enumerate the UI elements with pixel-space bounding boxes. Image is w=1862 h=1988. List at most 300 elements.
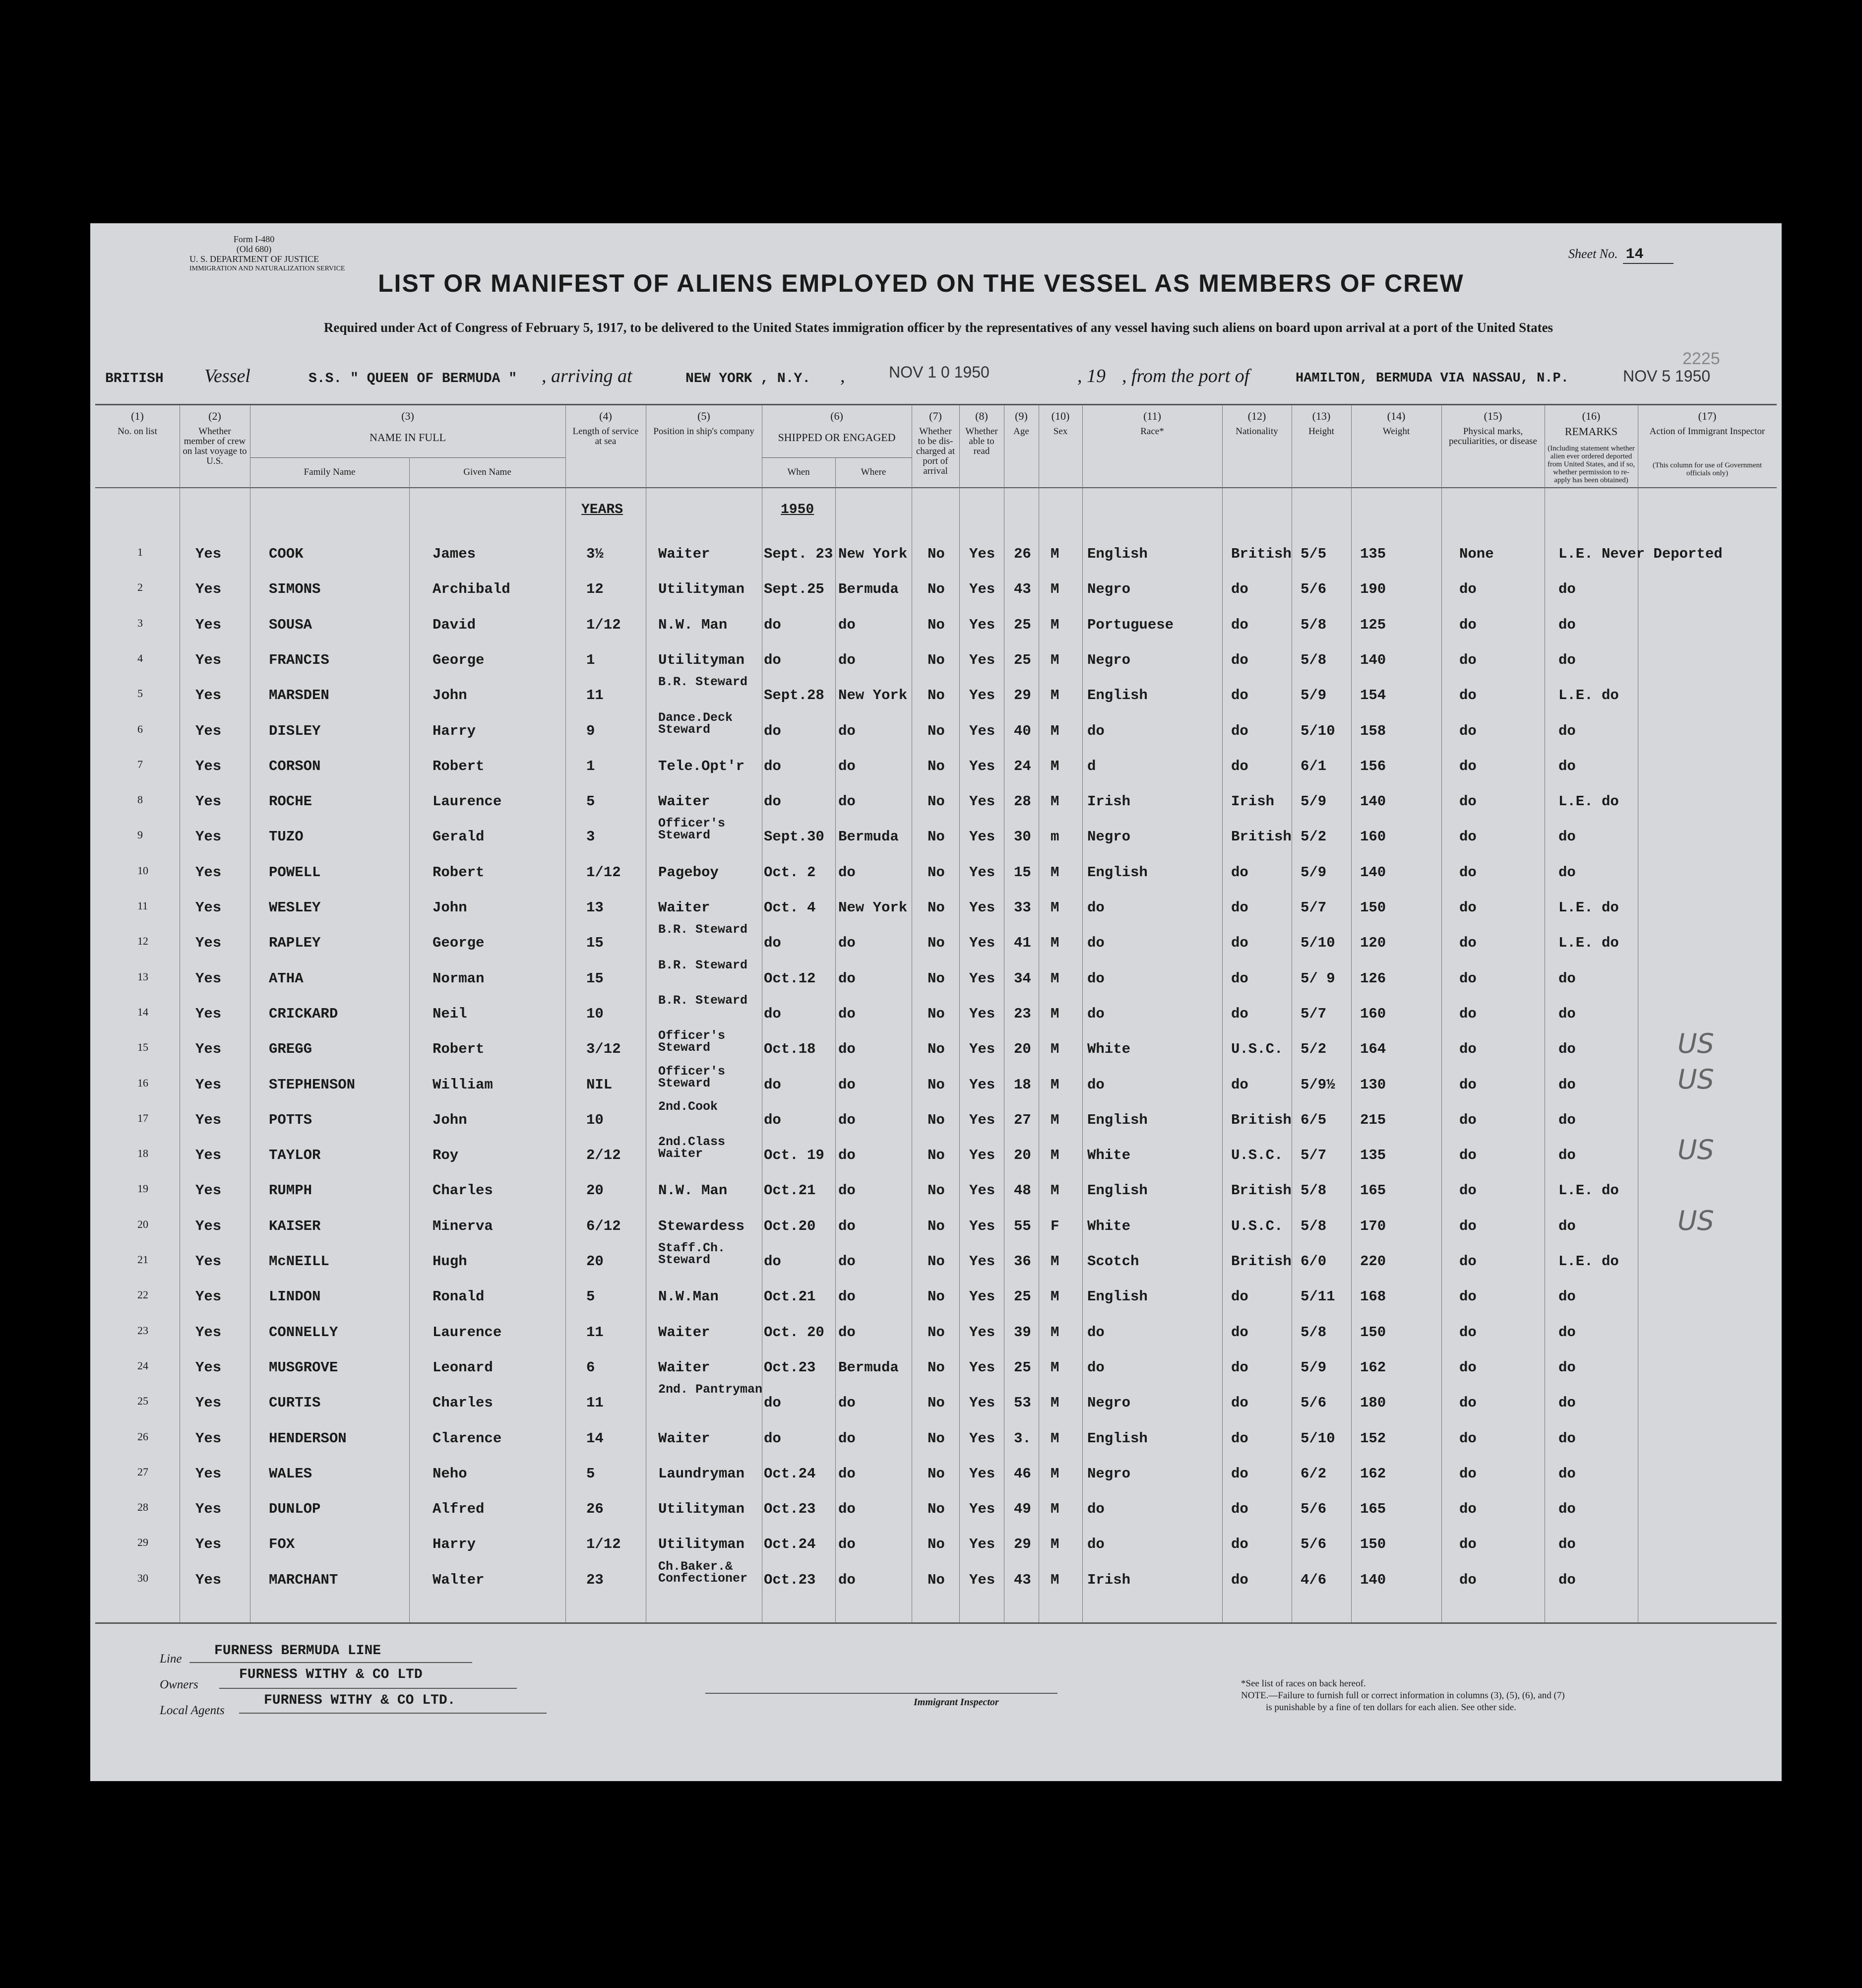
- physical-marks: do: [1459, 1111, 1477, 1128]
- given-name: John: [433, 899, 467, 916]
- length-of-service: 6: [586, 1359, 595, 1376]
- length-of-service: 15: [586, 935, 604, 952]
- weight: 150: [1360, 1324, 1386, 1341]
- discharged: No: [928, 616, 945, 633]
- race: Portuguese: [1087, 616, 1174, 633]
- crew-last-voyage: Yes: [195, 616, 222, 633]
- row-number: 15: [137, 1041, 148, 1054]
- column-header: SHIPPED OR ENGAGED: [778, 431, 896, 444]
- crew-last-voyage: Yes: [195, 864, 222, 881]
- height: 5/8: [1301, 1218, 1327, 1234]
- weight: 160: [1360, 1005, 1386, 1022]
- length-of-service: 26: [586, 1501, 604, 1518]
- shipped-when: Oct.21: [764, 1182, 816, 1199]
- nationality: do: [1231, 581, 1248, 598]
- height: 5/8: [1301, 651, 1327, 668]
- family-name: ATHA: [269, 970, 304, 987]
- position: Pageboy: [658, 864, 719, 881]
- length-of-service: 23: [586, 1571, 604, 1588]
- position: Officer's Steward: [658, 1064, 726, 1090]
- shipped-where: do: [838, 1571, 856, 1588]
- shipped-when: Oct.23: [764, 1501, 816, 1518]
- weight: 165: [1360, 1501, 1386, 1518]
- given-name: Alfred: [433, 1501, 485, 1518]
- nationality: do: [1231, 864, 1248, 881]
- shipped-when: Oct. 19: [764, 1147, 824, 1164]
- column-header: Sex: [1053, 426, 1068, 437]
- shipped-where: do: [838, 1041, 856, 1058]
- given-name: Charles: [433, 1182, 493, 1199]
- inspector-action: US: [1677, 1028, 1714, 1060]
- remarks: do: [1558, 1288, 1576, 1305]
- crew-last-voyage: Yes: [195, 722, 222, 739]
- shipped-when: Sept.25: [764, 581, 824, 598]
- weight: 140: [1360, 1571, 1386, 1588]
- length-of-service: 6/12: [586, 1218, 621, 1234]
- given-name: Norman: [433, 970, 485, 987]
- remarks: do: [1558, 722, 1576, 739]
- position: 2nd.Cook: [658, 1099, 718, 1114]
- sex: M: [1051, 793, 1059, 810]
- column-number: (14): [1387, 410, 1406, 422]
- physical-marks: do: [1459, 793, 1477, 810]
- position: Ch.Baker.& Confectioner: [658, 1559, 748, 1586]
- discharged: No: [928, 899, 945, 916]
- physical-marks: do: [1459, 1005, 1477, 1022]
- family-name: HENDERSON: [269, 1430, 347, 1447]
- able-to-read: Yes: [969, 1430, 995, 1447]
- race: English: [1087, 1182, 1148, 1199]
- position: Utilityman: [658, 1536, 745, 1553]
- physical-marks: do: [1459, 1465, 1477, 1482]
- position: Waiter: [658, 793, 710, 810]
- inspector-label: Immigrant Inspector: [914, 1697, 999, 1708]
- column-divider: [565, 405, 566, 1622]
- nationality: do: [1231, 722, 1248, 739]
- shipped-where: do: [838, 1005, 856, 1022]
- shipped-where: do: [838, 722, 856, 739]
- row-number: 21: [137, 1253, 148, 1266]
- weight: 190: [1360, 581, 1386, 598]
- position: Officer's Steward: [658, 816, 726, 843]
- sex: M: [1051, 722, 1059, 739]
- shipped-when: do: [764, 1395, 781, 1411]
- row-number: 16: [137, 1076, 148, 1089]
- able-to-read: Yes: [969, 899, 995, 916]
- able-to-read: Yes: [969, 651, 995, 668]
- weight: 150: [1360, 899, 1386, 916]
- crew-last-voyage: Yes: [195, 935, 222, 952]
- crew-last-voyage: Yes: [195, 1005, 222, 1022]
- crew-last-voyage: Yes: [195, 793, 222, 810]
- family-name: LINDON: [269, 1288, 321, 1305]
- discharged: No: [928, 546, 945, 562]
- sheet-number-value: 14: [1623, 246, 1674, 264]
- form-header: [189, 234, 345, 274]
- nationality: do: [1231, 1359, 1248, 1376]
- position: Staff.Ch. Steward: [658, 1241, 726, 1267]
- physical-marks: do: [1459, 1288, 1477, 1305]
- row-number: 20: [137, 1218, 148, 1230]
- height: 5/ 9: [1301, 970, 1335, 987]
- given-name: Harry: [433, 722, 476, 739]
- family-name: MARCHANT: [269, 1571, 338, 1588]
- service: IMMIGRATION AND NATURALIZATION SERVICE: [189, 265, 345, 272]
- shipped-where: do: [838, 1253, 856, 1270]
- height: 5/10: [1301, 722, 1335, 739]
- nationality: do: [1231, 970, 1248, 987]
- sex: M: [1051, 651, 1059, 668]
- weight: 165: [1360, 1182, 1386, 1199]
- able-to-read: Yes: [969, 1005, 995, 1022]
- shipped-where: do: [838, 1288, 856, 1305]
- crew-last-voyage: Yes: [195, 829, 222, 845]
- column-number: (2): [208, 410, 221, 422]
- height: 5/5: [1301, 546, 1327, 562]
- agents-underline: [239, 1713, 547, 1714]
- position: Waiter: [658, 546, 710, 562]
- from-label: , from the port of: [1122, 366, 1250, 386]
- weight: 170: [1360, 1218, 1386, 1234]
- discharged: No: [928, 1076, 945, 1093]
- line-underline: [189, 1662, 472, 1663]
- header-rule-top: [95, 404, 1777, 405]
- length-of-service: 9: [586, 722, 595, 739]
- sex: M: [1051, 1324, 1059, 1341]
- row-number: 17: [137, 1111, 148, 1124]
- remarks: do: [1558, 1041, 1576, 1058]
- departure-port: HAMILTON, BERMUDA VIA NASSAU, N.P.: [1296, 371, 1569, 386]
- able-to-read: Yes: [969, 1218, 995, 1234]
- nationality: U.S.C.: [1231, 1041, 1283, 1058]
- height: 5/7: [1301, 899, 1327, 916]
- height: 5/8: [1301, 1182, 1327, 1199]
- sheet-number: [1568, 246, 1674, 263]
- height: 5/6: [1301, 1536, 1327, 1553]
- position: Dance.Deck Steward: [658, 710, 733, 737]
- weight: 120: [1360, 935, 1386, 952]
- family-name: GREGG: [269, 1041, 312, 1058]
- shipped-where: do: [838, 864, 856, 881]
- physical-marks: do: [1459, 1395, 1477, 1411]
- remarks: do: [1558, 1076, 1576, 1093]
- physical-marks: do: [1459, 899, 1477, 916]
- sex: M: [1051, 935, 1059, 952]
- discharged: No: [928, 1041, 945, 1058]
- crew-last-voyage: Yes: [195, 1430, 222, 1447]
- able-to-read: Yes: [969, 829, 995, 845]
- age: 41: [1014, 935, 1031, 952]
- race: English: [1087, 1111, 1148, 1128]
- family-name: POWELL: [269, 864, 321, 881]
- able-to-read: Yes: [969, 1288, 995, 1305]
- crew-last-voyage: Yes: [195, 651, 222, 668]
- discharged: No: [928, 687, 945, 704]
- age: 30: [1014, 829, 1031, 845]
- column-subheader: (Including statement whether alien ever ordered deported from United States, and if so, whether permission to re-apply has been obtained): [1547, 445, 1635, 484]
- line-value: FURNESS BERMUDA LINE: [214, 1643, 381, 1659]
- crew-last-voyage: Yes: [195, 1501, 222, 1518]
- column-number: (4): [599, 410, 612, 422]
- discharged: No: [928, 1395, 945, 1411]
- length-of-service: NIL: [586, 1076, 613, 1093]
- weight: 130: [1360, 1076, 1386, 1093]
- nationality: do: [1231, 1536, 1248, 1553]
- remarks: do: [1558, 1111, 1576, 1128]
- shipped-when: do: [764, 758, 781, 774]
- sex: M: [1051, 1253, 1059, 1270]
- row-number: 1: [137, 546, 143, 558]
- department: U. S. DEPARTMENT OF JUSTICE: [189, 254, 319, 264]
- discharged: No: [928, 1288, 945, 1305]
- inspector-line: [705, 1693, 1057, 1694]
- crew-last-voyage: Yes: [195, 1359, 222, 1376]
- remarks: do: [1558, 1501, 1576, 1518]
- column-header: Position in ship's company: [653, 426, 754, 437]
- age: 29: [1014, 687, 1031, 704]
- row-number: 29: [137, 1536, 148, 1549]
- physical-marks: do: [1459, 1536, 1477, 1553]
- age: 55: [1014, 1218, 1031, 1234]
- family-name: FRANCIS: [269, 651, 329, 668]
- row-number: 7: [137, 758, 143, 770]
- column-number: (8): [975, 410, 988, 422]
- nationality: do: [1231, 1005, 1248, 1022]
- shipped-when: do: [764, 616, 781, 633]
- remarks: L.E. do: [1558, 899, 1619, 916]
- family-name: RUMPH: [269, 1182, 312, 1199]
- race: Negro: [1087, 581, 1131, 598]
- shipped-where: New York: [838, 899, 908, 916]
- remarks: do: [1558, 1465, 1576, 1482]
- column-header: REMARKS: [1564, 425, 1618, 438]
- vessel-name: S.S. " QUEEN OF BERMUDA ": [309, 371, 517, 386]
- weight: 215: [1360, 1111, 1386, 1128]
- shipped-when: do: [764, 1253, 781, 1270]
- position: N.W. Man: [658, 1182, 728, 1199]
- able-to-read: Yes: [969, 581, 995, 598]
- physical-marks: do: [1459, 722, 1477, 739]
- race: do: [1087, 1076, 1105, 1093]
- column-number: (3): [401, 410, 414, 422]
- age: 43: [1014, 581, 1031, 598]
- shipped-where: Bermuda: [838, 829, 899, 845]
- race: White: [1087, 1147, 1131, 1164]
- column-header: Whether able to read: [965, 426, 998, 456]
- height: 5/11: [1301, 1288, 1335, 1305]
- shipped-when: Oct.23: [764, 1359, 816, 1376]
- family-name: TUZO: [269, 829, 304, 845]
- height: 5/9: [1301, 793, 1327, 810]
- able-to-read: Yes: [969, 687, 995, 704]
- age: 34: [1014, 970, 1031, 987]
- discharged: No: [928, 970, 945, 987]
- column-number: (9): [1015, 410, 1028, 422]
- shipped-where: do: [838, 1182, 856, 1199]
- age: 29: [1014, 1536, 1031, 1553]
- column-number: (12): [1247, 410, 1266, 422]
- remarks: do: [1558, 1147, 1576, 1164]
- remarks: do: [1558, 1536, 1576, 1553]
- column-header: NAME IN FULL: [370, 431, 446, 444]
- weight: 140: [1360, 864, 1386, 881]
- able-to-read: Yes: [969, 758, 995, 774]
- nationality: British: [1231, 1253, 1292, 1270]
- family-name: DUNLOP: [269, 1501, 321, 1518]
- comma: ,: [840, 366, 845, 386]
- physical-marks: do: [1459, 1430, 1477, 1447]
- physical-marks: do: [1459, 1359, 1477, 1376]
- family-name: FOX: [269, 1536, 295, 1553]
- column-number: (16): [1582, 410, 1601, 422]
- nationality: do: [1231, 1465, 1248, 1482]
- length-of-service: 11: [586, 687, 604, 704]
- length-of-service: 2/12: [586, 1147, 621, 1164]
- race: d: [1087, 758, 1096, 774]
- length-of-service: 12: [586, 581, 604, 598]
- row-number: 24: [137, 1359, 148, 1372]
- race: do: [1087, 1005, 1105, 1022]
- form-old-number: (Old 680): [236, 244, 272, 254]
- row-number: 30: [137, 1571, 148, 1584]
- column-number: (17): [1698, 410, 1717, 422]
- position: B.R. Steward: [658, 922, 748, 937]
- position: Utilityman: [658, 1501, 745, 1518]
- able-to-read: Yes: [969, 616, 995, 633]
- column-number: (11): [1143, 410, 1161, 422]
- given-name: Laurence: [433, 793, 502, 810]
- physical-marks: do: [1459, 1218, 1477, 1234]
- given-name: Minerva: [433, 1218, 493, 1234]
- able-to-read: Yes: [969, 1359, 995, 1376]
- shipped-where: New York: [838, 546, 908, 562]
- position: Tele.Opt'r: [658, 758, 745, 774]
- age: 49: [1014, 1501, 1031, 1518]
- given-name: John: [433, 1111, 467, 1128]
- sex: M: [1051, 1147, 1059, 1164]
- discharged: No: [928, 722, 945, 739]
- crew-last-voyage: Yes: [195, 1536, 222, 1553]
- able-to-read: Yes: [969, 1041, 995, 1058]
- nationality: Irish: [1231, 793, 1275, 810]
- position: Officer's Steward: [658, 1028, 726, 1055]
- age: 25: [1014, 616, 1031, 633]
- family-name: McNEILL: [269, 1253, 329, 1270]
- position: B.R. Steward: [658, 675, 748, 690]
- given-name: Hugh: [433, 1253, 467, 1270]
- inspector-action: US: [1677, 1134, 1714, 1166]
- sex: M: [1051, 1288, 1059, 1305]
- race: English: [1087, 687, 1148, 704]
- discharged: No: [928, 1324, 945, 1341]
- shipped-where: do: [838, 1430, 856, 1447]
- inspector-action: US: [1677, 1205, 1714, 1236]
- height: 5/2: [1301, 1041, 1327, 1058]
- owners-value: FURNESS WITHY & CO LTD: [239, 1667, 423, 1682]
- weight: 140: [1360, 793, 1386, 810]
- discharged: No: [928, 1501, 945, 1518]
- shipped-where: Bermuda: [838, 1359, 899, 1376]
- given-name: Roy: [433, 1147, 459, 1164]
- nationality: British: [1231, 1111, 1292, 1128]
- age: 28: [1014, 793, 1031, 810]
- position: N.W. Man: [658, 616, 728, 633]
- physical-marks: do: [1459, 1501, 1477, 1518]
- nationality: British: [1231, 1182, 1292, 1199]
- length-of-service: 5: [586, 1465, 595, 1482]
- sex: M: [1051, 616, 1059, 633]
- height: 5/6: [1301, 1395, 1327, 1411]
- position: B.R. Steward: [658, 993, 748, 1008]
- given-name: Neho: [433, 1465, 467, 1482]
- remarks: do: [1558, 970, 1576, 987]
- remarks: do: [1558, 758, 1576, 774]
- physical-marks: do: [1459, 1324, 1477, 1341]
- race: do: [1087, 1359, 1105, 1376]
- shipped-where: do: [838, 758, 856, 774]
- given-name: James: [433, 546, 476, 562]
- able-to-read: Yes: [969, 1324, 995, 1341]
- nationality: do: [1231, 899, 1248, 916]
- family-name: CONNELLY: [269, 1324, 338, 1341]
- remarks: do: [1558, 616, 1576, 633]
- race: Negro: [1087, 1395, 1131, 1411]
- nationality: do: [1231, 1324, 1248, 1341]
- year-1950: 1950: [781, 502, 814, 517]
- nationality: do: [1231, 1288, 1248, 1305]
- given-name: Laurence: [433, 1324, 502, 1341]
- crew-last-voyage: Yes: [195, 1182, 222, 1199]
- discharged: No: [928, 1253, 945, 1270]
- weight: 156: [1360, 758, 1386, 774]
- height: 5/2: [1301, 829, 1327, 845]
- row-number: 10: [137, 864, 148, 877]
- weight: 160: [1360, 829, 1386, 845]
- column-header: Whether to be dis-charged at port of arrival: [916, 426, 955, 476]
- row-number: 18: [137, 1147, 148, 1160]
- row-number: 9: [137, 829, 143, 841]
- sex: M: [1051, 1076, 1059, 1093]
- row-number: 4: [137, 651, 143, 664]
- height: 5/7: [1301, 1147, 1327, 1164]
- family-name: STEPHENSON: [269, 1076, 356, 1093]
- age: 23: [1014, 1005, 1031, 1022]
- sex: M: [1051, 864, 1059, 881]
- column-subheader: Where: [861, 467, 886, 477]
- sex: M: [1051, 581, 1059, 598]
- row-number: 27: [137, 1465, 148, 1478]
- age: 18: [1014, 1076, 1031, 1093]
- age: 25: [1014, 1288, 1031, 1305]
- nationality: do: [1231, 1395, 1248, 1411]
- discharged: No: [928, 935, 945, 952]
- able-to-read: Yes: [969, 1571, 995, 1588]
- column-divider: [1441, 405, 1442, 1622]
- line-label: Line: [160, 1652, 182, 1666]
- column-header: Whether member of crew on last voyage to U.S.: [183, 426, 247, 466]
- crew-last-voyage: Yes: [195, 899, 222, 916]
- shipped-where: Bermuda: [838, 581, 899, 598]
- discharged: No: [928, 1359, 945, 1376]
- height: 5/8: [1301, 1324, 1327, 1341]
- able-to-read: Yes: [969, 1465, 995, 1482]
- shipped-when: Sept.28: [764, 687, 824, 704]
- length-of-service: 10: [586, 1005, 604, 1022]
- length-of-service: 1/12: [586, 864, 621, 881]
- remarks: do: [1558, 864, 1576, 881]
- crew-last-voyage: Yes: [195, 1253, 222, 1270]
- nationality: do: [1231, 935, 1248, 952]
